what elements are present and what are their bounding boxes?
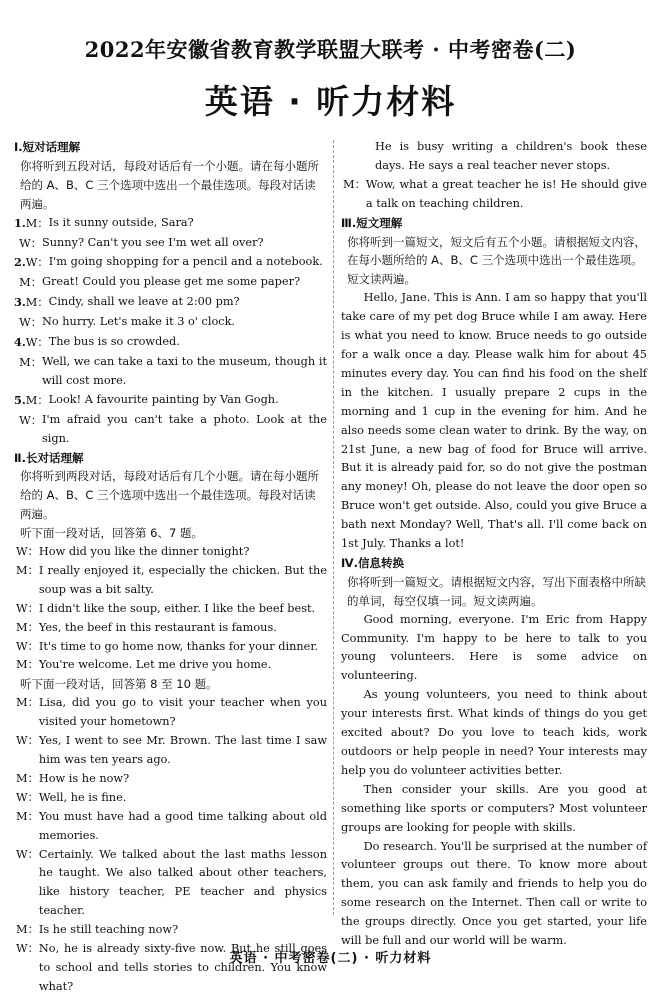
page-footer: 英语 · 中考密卷(二) · 听力材料 [229,951,432,966]
passage-paragraph: As young volunteers, you need to think about your interests first. What kinds of things do you get excited about? Do you love to teach kids, work outdoors or help people in need? Your interests may help you do volunteer activities better. [341,688,647,777]
dialogue-line: 1.M： Is it sunny outside, Sara? [14,215,194,230]
dialogue-line: M： Great! Could you please get me some paper? [19,275,301,290]
exam-header: 2022年安徽省教育教学联盟大联考 · 中考密卷(二) [84,37,577,62]
dialogue-line: W： No, he is already sixty-five now. But he still goes to school and tells stories to children. You know what? [16,942,327,993]
section-instructions-4: 你将听到一篇短文。请根据短文内容，写出下面表格中所缺的单词，每空仅填一词。短文读两遍。 [347,574,646,608]
dialogue-continuation: He is busy writing a children's book these days. He says a real teacher never stops. [375,140,647,172]
left-column [14,138,327,997]
dialogue-line: M： You're welcome. Let me drive you home. [16,658,272,672]
passage-paragraph: Do research. You'll be surprised at the number of volunteer groups out there. To know more about them, you can ask family and friends to help you do some research on the Internet. Then call or write to the groups directly. Once you get started, your life will be full and our world will be warm. [341,839,647,948]
dialogue-line: M： Wow, what a great teacher he is! He should give a talk on teaching children. [343,177,647,210]
section-instructions-2: 你将听到两段对话，每段对话后有几个小题。请在每小题所给的 A、B、C 三个选项中选出一个最佳选项。每段对话读两遍。 [20,469,319,522]
section-instructions-1: 你将听到五段对话，每段对话后有一个小题。请在每小题所给的 A、B、C 三个选项中选出一个最佳选项。每段对话读两遍。 [20,158,319,211]
passage-text: Hello, Jane. This is Ann. I am so happy that you'll take care of my pet dog Bruce while I am away. Here is what you need to know. Bruce needs to go outside for a walk once a day. Please walk him for about 45 minutes every day. You can find his food on the shelf in the kitchen. I usually prepare 2 cups in the morning and 1 cup in the evening for him. And he also needs some clean water to drink. By the way, on 21st June, a new bag of food for Bruce will arrive. But it is already paid for, so do not give the postman any money! Oh, please do not leave the door open so Bruce won't get outside. Also, could you give Bruce a bath next Monday? Well, That's all. I'll come back on 1st July. Thanks a lot! [341,291,647,551]
dialogue-line: W： Yes, I went to see Mr. Brown. The last time I saw him was ten years ago. [16,734,327,766]
page-title: 英语 · 听力材料 [204,82,457,121]
dialogue-line: M： Yes, the beef in this restaurant is famous. [16,620,277,634]
section-heading-1: Ⅰ.短对话理解 [14,140,81,154]
dialogue-line: W： I'm afraid you can't take a photo. Look at the sign. [19,412,327,445]
dialogue-line: 2.W： I'm going shopping for a pencil and a notebook. [14,255,323,270]
dialogue-line: W： It's time to go home now, thanks for your dinner. [16,639,319,653]
dialogue-line: W： No hurry. Let's make it 3 o' clock. [19,315,236,330]
dialogue-line: 3.M： Cindy, shall we leave at 2:00 pm? [14,295,240,310]
section-heading-4: Ⅳ.信息转换 [341,555,405,570]
section-instructions-3: 你将听到一篇短文，短文后有五个小题。请根据短文内容，在每小题所给的 A、B、C 三个选项中选出一个最佳选项。短文读两遍。 [347,234,646,287]
dialogue-line: M： Lisa, did you go to visit your teacher when you visited your hometown? [16,696,327,729]
dialogue-line: W： How did you like the dinner tonight? [16,545,250,559]
dialogue-line: W： Well, he is fine. [16,790,127,804]
column-divider [333,140,334,915]
dialogue-line: W： Certainly. We talked about the last maths lesson he taught. We also talked about other teachers, like history teacher, PE teacher and physics teacher. [16,847,327,918]
dialogue-line: M： Well, we can take a taxi to the museum, though it will cost more. [19,354,327,387]
dialogue-line: M： Is he still teaching now? [16,923,179,937]
dialogue-intro-2: 听下面一段对话，回答第 8 至 10 题。 [20,677,218,692]
dialogue-intro-1: 听下面一段对话，回答第 6、7 题。 [20,526,203,541]
section-heading-2: Ⅱ.长对话理解 [14,450,84,465]
dialogue-line: W： Sunny? Can't you see I'm wet all over? [19,235,264,250]
passage-paragraph: Good morning, everyone. I'm Eric from Happy Community. I'm happy to be here to talk to you young volunteers. Here is some advice on volunteering. [341,612,647,683]
dialogue-line: M： I really enjoyed it, especially the chicken. But the soup was a bit salty. [16,563,327,596]
dialogue-line: W： I didn't like the soup, either. I like the beef best. [16,601,316,615]
passage-paragraph: Then consider your skills. Are you good at something like sports or computers? Most volunteer groups are looking for people with skills. [341,782,647,834]
dialogue-line: M： You must have had a good time talking about old memories. [16,809,327,842]
dialogue-line: 4.W： The bus is so crowded. [14,335,180,350]
dialogue-line: M： How is he now? [16,771,130,785]
right-column [341,138,647,951]
section-heading-3: Ⅲ.短文理解 [341,215,403,230]
dialogue-line: 5.M： Look! A favourite painting by Van Gogh. [14,392,279,407]
